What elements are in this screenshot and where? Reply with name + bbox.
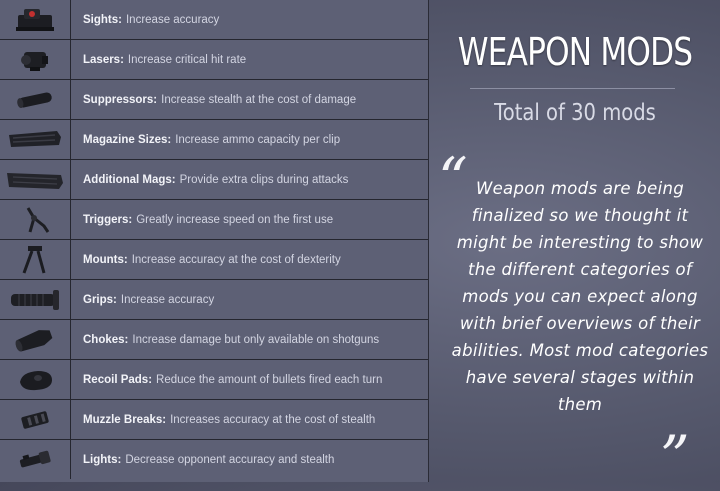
mod-description: Increase accuracy xyxy=(125,13,220,26)
table-row xyxy=(0,400,428,440)
quote-text: Weapon mods are being finalized so we thought it might be interesting to show the different categories of mods you can expect along with brief overviews of their abilities. Most mod categories have several stages within them xyxy=(451,179,709,414)
open-quote-mark: “ xyxy=(438,145,468,213)
table-row xyxy=(0,280,428,320)
mod-text xyxy=(83,0,219,39)
mod-name: Additional Mags: xyxy=(83,173,176,186)
icon-cell xyxy=(0,80,71,119)
icon-cell xyxy=(0,40,71,79)
additional-mag-icon xyxy=(5,165,65,195)
mod-description: Provide extra clips during attacks xyxy=(179,173,349,186)
grip-icon xyxy=(7,285,63,315)
mod-name: Magazine Sizes: xyxy=(83,133,172,146)
mod-description: Increase accuracy xyxy=(120,293,215,306)
icon-cell xyxy=(0,280,71,319)
mod-name: Mounts: xyxy=(83,253,128,266)
mod-description: Increase damage but only available on shotguns xyxy=(132,333,380,346)
mod-description: Greatly increase speed on the first use xyxy=(136,213,334,226)
mod-name: Recoil Pads: xyxy=(83,373,153,386)
table-row xyxy=(0,440,428,482)
muzzle-brake-icon xyxy=(12,404,58,436)
table-row xyxy=(0,200,428,240)
mod-name: Triggers: xyxy=(83,213,133,226)
mod-text xyxy=(83,200,333,239)
icon-cell xyxy=(0,320,71,359)
table-row xyxy=(0,80,428,120)
mod-description: Increase accuracy at the cost of dexterity xyxy=(131,253,341,266)
mod-name: Lasers: xyxy=(83,53,124,66)
mod-name: Muzzle Breaks: xyxy=(83,413,167,426)
mod-text xyxy=(83,280,214,319)
mod-text xyxy=(83,440,334,479)
mod-text xyxy=(83,160,348,199)
title-divider xyxy=(470,88,675,89)
table-row xyxy=(0,0,428,40)
table-row xyxy=(0,320,428,360)
mod-description: Increase ammo capacity per clip xyxy=(175,133,341,146)
mod-text xyxy=(83,120,340,159)
mod-text xyxy=(83,320,379,359)
icon-cell xyxy=(0,240,71,279)
suppressor-icon xyxy=(12,85,58,115)
mod-description: Increase stealth at the cost of damage xyxy=(161,93,357,106)
mod-name: Suppressors: xyxy=(83,93,158,106)
mod-description: Increase critical hit rate xyxy=(127,53,247,66)
table-row xyxy=(0,160,428,200)
mod-name: Lights: xyxy=(83,453,122,466)
mod-text xyxy=(83,360,382,399)
icon-cell xyxy=(0,400,71,439)
mod-name: Chokes: xyxy=(83,333,129,346)
icon-cell xyxy=(0,200,71,239)
flashlight-icon xyxy=(12,445,58,475)
close-quote-mark: ” xyxy=(660,423,690,491)
mod-name: Grips: xyxy=(83,293,117,306)
table-row xyxy=(0,240,428,280)
icon-cell xyxy=(0,440,71,479)
mods-total: Total of 30 mods xyxy=(494,100,656,126)
trigger-icon xyxy=(12,204,58,236)
mod-description: Decrease opponent accuracy and stealth xyxy=(125,453,335,466)
mod-name: Sights: xyxy=(83,13,122,26)
mod-text xyxy=(83,80,356,119)
icon-cell xyxy=(0,120,71,159)
choke-icon xyxy=(12,324,58,356)
icon-cell xyxy=(0,360,71,399)
mod-text xyxy=(83,240,341,279)
laser-icon xyxy=(12,45,58,75)
mod-description: Reduce the amount of bullets fired each turn xyxy=(156,373,383,386)
table-row xyxy=(0,40,428,80)
sight-icon xyxy=(12,5,58,35)
mod-text xyxy=(83,400,375,439)
mod-text xyxy=(83,40,246,79)
bipod-icon xyxy=(12,243,58,277)
recoil-pad-icon xyxy=(12,364,58,396)
table-row xyxy=(0,360,428,400)
table-row xyxy=(0,120,428,160)
mod-description: Increases accuracy at the cost of stealth xyxy=(170,413,376,426)
page-title: WEAPON MODS xyxy=(457,30,693,74)
magazine-icon xyxy=(7,125,63,155)
icon-cell xyxy=(0,160,71,199)
icon-cell xyxy=(0,0,71,39)
